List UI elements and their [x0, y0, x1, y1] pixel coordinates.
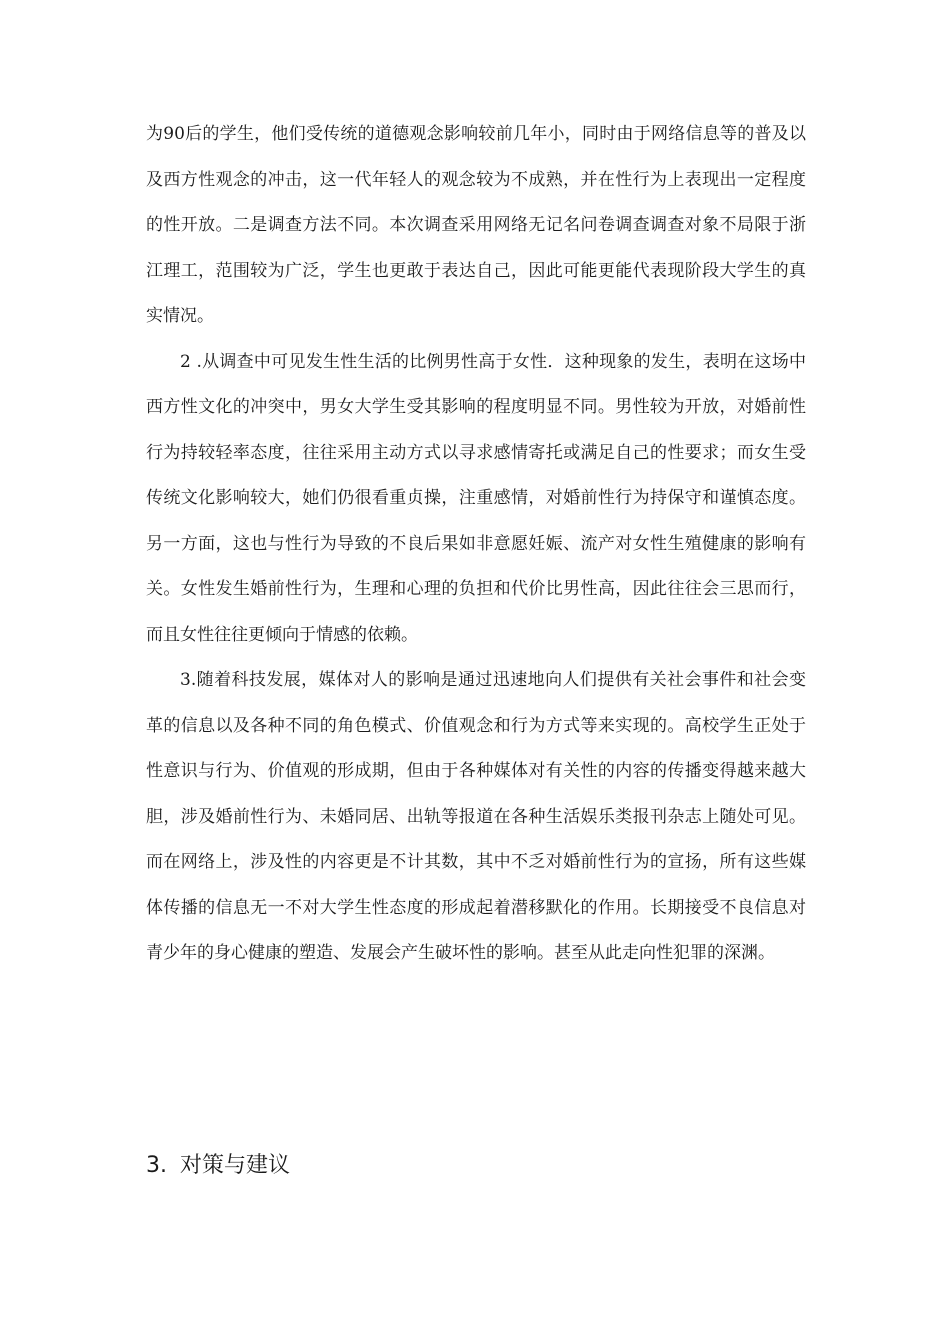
section-heading	[146, 1148, 290, 1179]
paragraph-2: 2 .从调查中可见发生性生活的比例男性高于女性．这种现象的发生，表明在这场中西方性文化的冲突中，男女大学生受其影响的程度明显不同。男性较为开放，对婚前性行为持较轻率态度，往往采用主动方式以寻求感情寄托或满足自己的性要求；而女生受传统文化影响较大，她们仍很看重贞操，注重感情，对婚前性行为持保守和谨慎态度。另一方面，这也与性行为导致的不良后果如非意愿妊娠、流产对女性生殖健康的影响有关。女性发生婚前性行为，生理和心理的负担和代价比男性高，因此往往会三思而行，而且女性往往更倾向于情感的依赖。	[146, 351, 806, 645]
body-text	[146, 112, 806, 977]
paragraph-continued: 为90后的学生，他们受传统的道德观念影响较前几年小，同时由于网络信息等的普及以及西方性观念的冲击，这一代年轻人的观念较为不成熟，并在性行为上表现出一定程度的性开放。二是调查方法不同。本次调查采用网络无记名问卷调查调查对象不局限于浙江理工，范围较为广泛，学生也更敢于表达自己，因此可能更能代表现阶段大学生的真实情况。	[146, 124, 806, 326]
section-title: 对策与建议	[180, 1153, 291, 1178]
paragraph-3: 3.随着科技发展，媒体对人的影响是通过迅速地向人们提供有关社会事件和社会变革的信息以及各种不同的角色模式、价值观念和行为方式等来实现的。高校学生正处于性意识与行为、价值观的形成期，但由于各种媒体对有关性的内容的传播变得越来越大胆，涉及婚前性行为、未婚同居、出轨等报道在各种生活娱乐类报刊杂志上随处可见。而在网络上，涉及性的内容更是不计其数，其中不乏对婚前性行为的宣扬，所有这些媒体传播的信息无一不对大学生性态度的形成起着潜移默化的作用。长期接受不良信息对青少年的身心健康的塑造、发展会产生破坏性的影响。甚至从此走向性犯罪的深渊。	[146, 670, 806, 963]
section-number: 3.	[146, 1153, 167, 1178]
